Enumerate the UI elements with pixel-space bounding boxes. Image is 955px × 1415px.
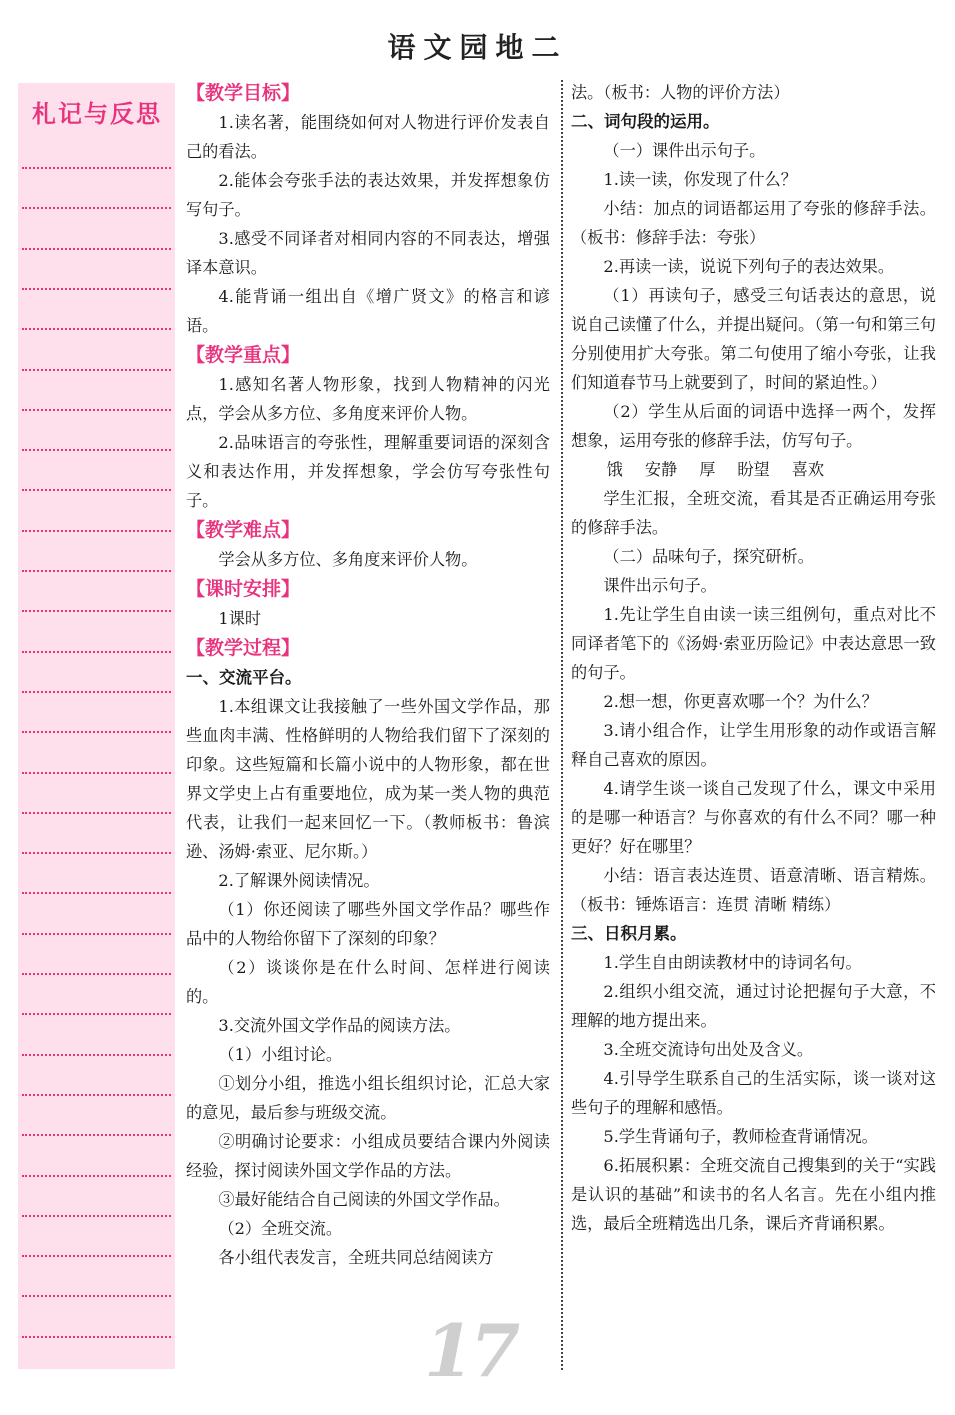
paragraph: 5.学生背诵句子，教师检查背诵情况。 bbox=[603, 1127, 878, 1146]
process-heading: 【教学过程】 bbox=[186, 637, 301, 659]
difficult-text: 学会从多方位、多角度来评价人物。 bbox=[218, 550, 478, 569]
note-line bbox=[22, 812, 171, 814]
paragraph: 学生汇报，全班交流，看其是否正确运用夸张的修辞手法。 bbox=[571, 489, 936, 537]
left-column bbox=[186, 78, 550, 1272]
note-line bbox=[22, 610, 171, 612]
note-line bbox=[22, 892, 171, 894]
page-title: 语文园地二 bbox=[387, 31, 568, 64]
paragraph: 2.再读一读，说说下列句子的表达效果。 bbox=[603, 257, 895, 276]
note-line bbox=[22, 1175, 171, 1177]
paragraph: （2）谈谈你是在什么时间、怎样进行阅读的。 bbox=[186, 958, 550, 1006]
paragraph: ①划分小组，推选小组长组织讨论，汇总大家的意见，最后参与班级交流。 bbox=[186, 1074, 550, 1122]
paragraph: （2）学生从后面的词语中选择一两个，发挥想象，运用夸张的修辞手法，仿写句子。 bbox=[571, 402, 936, 450]
right-column bbox=[571, 78, 936, 1238]
paragraph: 3.全班交流诗句出处及含义。 bbox=[603, 1040, 814, 1059]
note-line bbox=[22, 1215, 171, 1217]
note-line bbox=[22, 409, 171, 411]
paragraph: 小结：语言表达连贯、语意清晰、语言精炼。（板书：锤炼语言：连贯 清晰 精练） bbox=[571, 866, 936, 914]
paragraph: （二）品味句子，探究研析。 bbox=[603, 547, 814, 566]
goals-heading: 【教学目标】 bbox=[186, 82, 301, 104]
goal-item: 4.能背诵一组出自《增广贤文》的格言和谚语。 bbox=[186, 287, 550, 335]
note-line bbox=[22, 207, 171, 209]
paragraph: 2.组织小组交流，通过讨论把握句子大意，不理解的地方提出来。 bbox=[571, 982, 936, 1030]
column-divider bbox=[561, 80, 563, 1370]
note-line bbox=[22, 1134, 171, 1136]
note-line bbox=[22, 1295, 171, 1297]
note-line bbox=[22, 1336, 171, 1338]
note-line bbox=[22, 1094, 171, 1096]
paragraph: 小结：加点的词语都运用了夸张的修辞手法。（板书：修辞手法：夸张） bbox=[571, 199, 936, 247]
note-line bbox=[22, 570, 171, 572]
paragraph: 1.学生自由朗读教材中的诗词名句。 bbox=[603, 953, 862, 972]
word-item: 盼望 bbox=[737, 460, 770, 479]
word-item: 厚 bbox=[699, 460, 716, 479]
note-line bbox=[22, 288, 171, 290]
part2-title: 二、词句段的运用。 bbox=[571, 112, 720, 131]
key-item: 2.品味语言的夸张性，理解重要词语的深刻含义和表达作用，并发挥想象，学会仿写夸张性句子。 bbox=[186, 433, 550, 510]
schedule-text: 1课时 bbox=[218, 609, 262, 628]
paragraph: 1.先让学生自由读一读三组例句，重点对比不同译者笔下的《汤姆·索亚历险记》中表达意思一致的句子。 bbox=[571, 605, 936, 682]
note-line bbox=[22, 369, 171, 371]
note-line bbox=[22, 852, 171, 854]
part3-title: 三、日积月累。 bbox=[571, 924, 687, 943]
paragraph: 1.读一读，你发现了什么？ bbox=[603, 170, 797, 189]
note-line bbox=[22, 449, 171, 451]
paragraph: （1）再读句子，感受三句话表达的意思，说说自己读懂了什么，并提出疑问。（第一句和第三句分别使用扩大夸张。第二句使用了缩小夸张，让我们知道春节马上就要到了，时间的紧迫性。） bbox=[571, 286, 936, 392]
paragraph: 1.本组课文让我接触了一些外国文学作品，那些血肉丰满、性格鲜明的人物给我们留下了深刻的印象。这些短篇和长篇小说中的人物形象，都在世界文学史上占有重要地位，成为某一类人物的典范代表，让我们一起来回忆一下。（教师板书：鲁滨逊、汤姆·索亚、尼尔斯。） bbox=[186, 697, 550, 861]
paragraph: ②明确讨论要求：小组成员要结合课内外阅读经验，探讨阅读外国文学作品的方法。 bbox=[186, 1132, 550, 1180]
note-line bbox=[22, 973, 171, 975]
notes-sidebar bbox=[18, 83, 175, 1369]
paragraph: 4.请学生谈一谈自己发现了什么，课文中采用的是哪一种语言？与你喜欢的有什么不同？哪一种更好？好在哪里？ bbox=[571, 779, 936, 856]
paragraph: 3.交流外国文学作品的阅读方法。 bbox=[218, 1016, 461, 1035]
paragraph: 3.请小组合作，让学生用形象的动作或语言解释自己喜欢的原因。 bbox=[571, 721, 936, 769]
difficult-heading: 【教学难点】 bbox=[186, 519, 301, 541]
paragraph-continued: 法。（板书：人物的评价方法） bbox=[571, 83, 790, 102]
key-heading: 【教学重点】 bbox=[186, 344, 301, 366]
goal-item: 2.能体会夸张手法的表达效果，并发挥想象仿写句子。 bbox=[186, 171, 550, 219]
note-line bbox=[22, 248, 171, 250]
note-line bbox=[22, 328, 171, 330]
note-line bbox=[22, 691, 171, 693]
paragraph: （1）你还阅读了哪些外国文学作品？哪些作品中的人物给你留下了深刻的印象？ bbox=[186, 900, 550, 948]
schedule-heading: 【课时安排】 bbox=[186, 578, 301, 600]
paragraph: （1）小组讨论。 bbox=[218, 1045, 343, 1064]
paragraph: 2.了解课外阅读情况。 bbox=[218, 871, 380, 890]
paragraph: （2）全班交流。 bbox=[218, 1219, 343, 1238]
paragraph: 各小组代表发言，全班共同总结阅读方 bbox=[218, 1248, 494, 1267]
paragraph: 6.拓展积累：全班交流自己搜集到的关于“实践是认识的基础”和读书的名人名言。先在小组内推选，最后全班精选出几条，课后齐背诵积累。 bbox=[571, 1156, 936, 1233]
word-item: 饿 bbox=[606, 460, 623, 479]
note-line bbox=[22, 530, 171, 532]
paragraph: 4.引导学生联系自己的生活实际，谈一谈对这些句子的理解和感悟。 bbox=[571, 1069, 936, 1117]
paragraph: ③最好能结合自己阅读的外国文学作品。 bbox=[218, 1190, 510, 1209]
word-item: 喜欢 bbox=[791, 460, 825, 479]
page-number: 17 bbox=[424, 1308, 517, 1393]
paragraph: （一）课件出示句子。 bbox=[603, 141, 766, 160]
note-line bbox=[22, 489, 171, 491]
goal-item: 1.读名著，能围绕如何对人物进行评价发表自己的看法。 bbox=[186, 113, 550, 161]
part1-title: 一、交流平台。 bbox=[186, 668, 302, 687]
note-line bbox=[22, 731, 171, 733]
paragraph: 课件出示句子。 bbox=[603, 576, 717, 595]
note-line bbox=[22, 651, 171, 653]
word-item: 安静 bbox=[644, 460, 678, 479]
note-line bbox=[22, 933, 171, 935]
word-list bbox=[571, 455, 936, 484]
goal-item: 3.感受不同译者对相同内容的不同表达，增强译本意识。 bbox=[186, 229, 550, 277]
sidebar-title: 札记与反思 bbox=[32, 100, 162, 128]
paragraph: 2.想一想，你更喜欢哪一个？为什么？ bbox=[603, 692, 878, 711]
note-line bbox=[22, 1255, 171, 1257]
key-item: 1.感知名著人物形象，找到人物精神的闪光点，学会从多方位、多角度来评价人物。 bbox=[186, 375, 550, 423]
note-line bbox=[22, 167, 171, 169]
note-line bbox=[22, 1054, 171, 1056]
note-line bbox=[22, 1013, 171, 1015]
note-line bbox=[22, 772, 171, 774]
